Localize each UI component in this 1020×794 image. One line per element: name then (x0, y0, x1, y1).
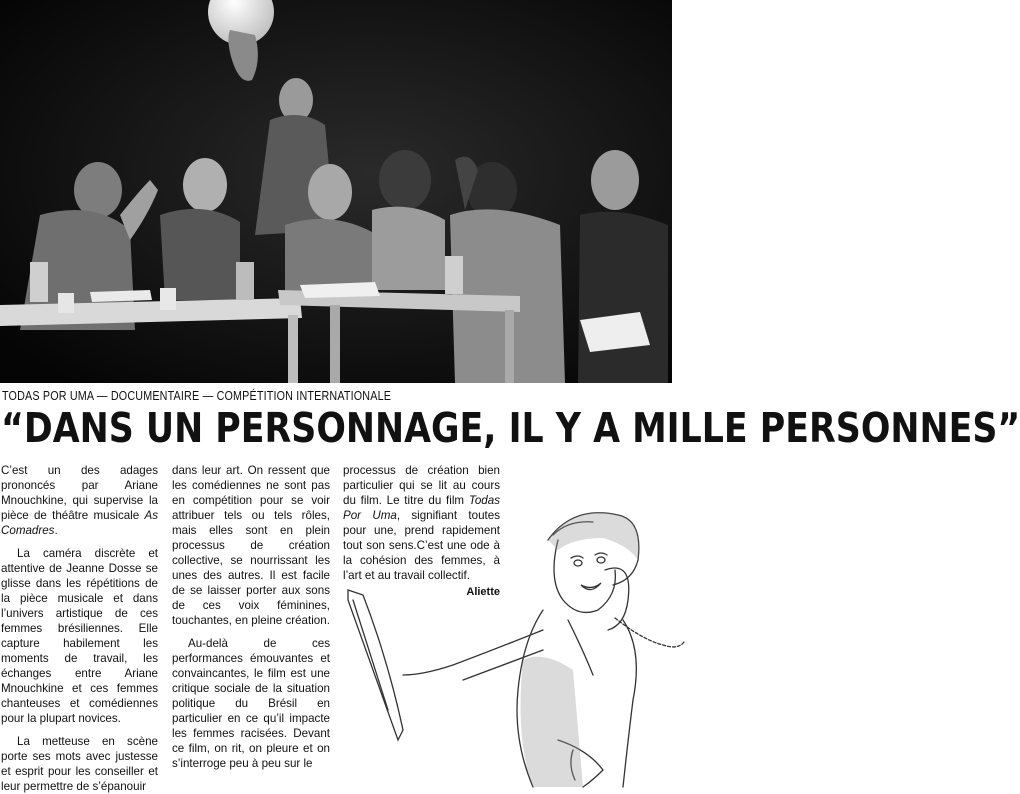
sketch-woman-on-phone-icon (343, 500, 684, 787)
film-title: Todas Por Uma (343, 494, 500, 522)
paragraph: La metteuse en scène porte ses mots avec justesse et esprit pour les conseiller et leur permettre de s’épanouir (1, 735, 158, 793)
play-title: As Comadres (1, 509, 158, 537)
article-kicker: TODAS POR UMA — DOCUMENTAIRE — COMPÉTITION INTERNATIONALE (2, 389, 392, 403)
sketch-illustration (343, 500, 684, 787)
article-headline: “DANS UN PERSONNAGE, IL Y A MILLE PERSONNES” (1, 404, 1020, 452)
article-column-1 (1, 463, 158, 794)
paragraph: C’est un des adages prononcés par Ariane Mnouchkine, qui supervise la pièce de théâtre musicale As Comadres. (1, 464, 158, 537)
author-signature: Aliette (466, 586, 500, 598)
paragraph: processus de création bien particulier qui se lit au cours du film. Le titre du film Todas Por Uma, signifiant toutes pour une, prend rapidement tout son sens.C’est une ode à la cohésion des femmes, à l’art et au travail collectif. (343, 464, 500, 582)
paragraph: La caméra discrète et attentive de Jeanne Dosse se glisse dans les répétitions de la pièce musicale et dans l’univers artistique de ces femmes brésiliennes. Elle capture habilement les moments de travail, les échanges entre Ariane Mnouchkine et ces femmes chanteuses et comédiennes pour la plupart novices. (1, 547, 158, 725)
stage-photo (0, 0, 672, 383)
article-column-2 (172, 463, 330, 771)
stage-photo-art (0, 0, 672, 383)
paragraph: dans leur art. On ressent que les comédiennes ne sont pas en compétition pour se voir attribuer tels ou tels rôles, mais elles sont en plein processus de création collective, se nourrissant les unes des autres. Il est facile de se laisser porter aux sons de ces voix féminines, touchantes, en pleine création. (172, 464, 330, 627)
paragraph: Au-delà de ces performances émouvantes et convaincantes, le film est une critique sociale de la situation politique du Brésil en particulier en ce qu’il impacte les femmes racisées. Devant ce film, on rit, on pleure et on s’interroge peu à peu sur le (172, 637, 330, 770)
